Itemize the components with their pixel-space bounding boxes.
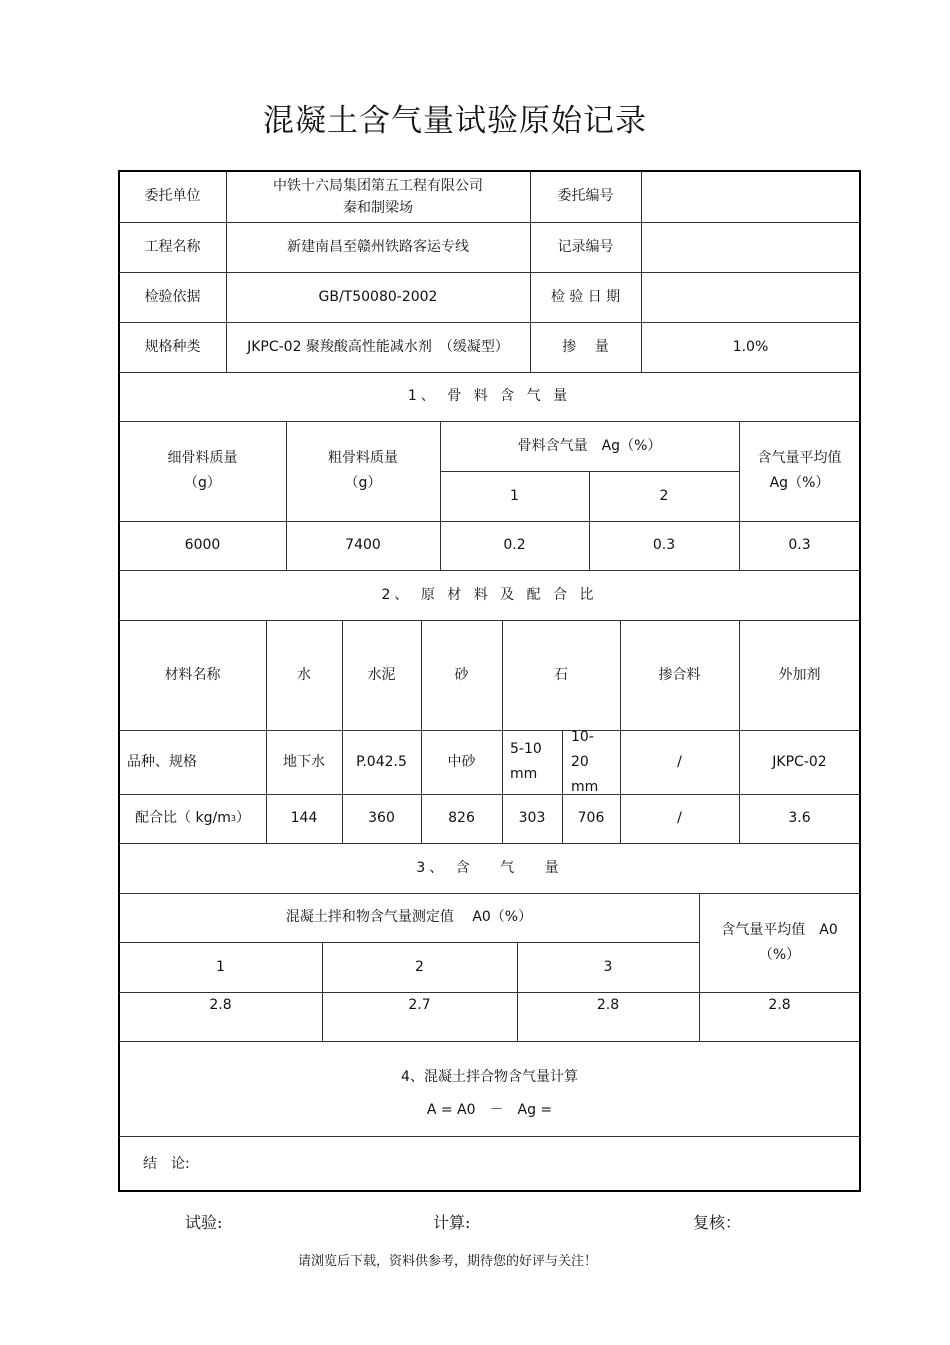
fine-unit: （g） [184, 475, 221, 491]
stone-small-ratio: 303 [518, 810, 546, 826]
a0-col1: 1 [216, 958, 225, 975]
stone-large-ratio: 706 [577, 810, 605, 826]
variety-label: 品种、规格 [127, 753, 197, 770]
record-no-label: 记录编号 [557, 238, 614, 255]
a0-avg-label: 含气量平均值 A0 [721, 921, 838, 938]
stone-large-variety: 10-20 mm [571, 728, 599, 795]
client-line1: 中铁十六局集团第五工程有限公司 [273, 177, 483, 194]
signature-test: 试验: [185, 1213, 223, 1232]
coarse-aggregate-header [286, 421, 440, 521]
ag-avg-header [739, 421, 860, 521]
basis-label: 检验依据 [144, 288, 201, 305]
client-value [226, 171, 530, 222]
a0-value-2: 2.7 [408, 996, 431, 1013]
row-divider [119, 1041, 860, 1042]
admixture-ratio: / [677, 810, 682, 826]
water-ratio: 144 [290, 810, 318, 826]
ratio-label [119, 794, 266, 843]
coarse-value: 7400 [345, 537, 381, 553]
entrust-no-value [641, 171, 860, 222]
ratio-label-text: 配合比（ kg/m [135, 810, 231, 826]
stone-small-variety: 5-10 mm [510, 741, 542, 782]
section3-title: 3、 含 气 量 [416, 859, 563, 876]
section4-title: 4、混凝土拌合物含气量计算 [401, 1068, 578, 1085]
fine-aggregate-header [119, 421, 286, 521]
ag-avg-unit: Ag（%） [769, 475, 830, 491]
additive-ratio: 3.6 [788, 810, 811, 826]
client-label: 委托单位 [144, 188, 201, 204]
a0-col2: 2 [415, 958, 424, 975]
cement-header: 水泥 [367, 666, 396, 683]
sand-variety: 中砂 [447, 753, 476, 770]
ag2-value: 0.3 [652, 537, 676, 553]
formula: A = A0 － Ag = [426, 1101, 553, 1118]
date-label: 检 验 日 期 [550, 288, 621, 305]
a0-value-1: 2.8 [209, 996, 232, 1013]
ratio-label-close: ） [235, 810, 250, 826]
client-line2: 秦和制梁场 [343, 199, 413, 216]
project-value: 新建南昌至赣州铁路客运专线 [287, 238, 469, 255]
signature-review: 复核： [693, 1213, 742, 1232]
a0-avg-value: 2.8 [768, 996, 791, 1013]
ag-col1: 1 [510, 487, 519, 504]
signature-calc: 计算: [433, 1213, 471, 1232]
coarse-unit: （g） [344, 475, 382, 491]
project-label: 工程名称 [144, 238, 201, 255]
dosage-value: 1.0% [732, 338, 769, 355]
coarse-label: 粗骨料质量 [328, 450, 398, 466]
conclusion-label: 结 论: [143, 1155, 190, 1172]
footer-note: 请浏览后下载，资料供参考，期待您的好评与关注！ [297, 1254, 597, 1269]
entrust-no-label: 委托编号 [557, 188, 614, 204]
ratio-label-sup: 3 [230, 814, 236, 823]
cement-variety: P.042.5 [356, 753, 407, 770]
fine-value: 6000 [184, 537, 221, 553]
section1-title: 1、 骨 料 含 气 量 [407, 388, 572, 404]
material-header: 材料名称 [164, 666, 221, 683]
dosage-label: 掺 量 [562, 338, 609, 355]
spec-value: JKPC-02 聚羧酸高性能减水剂 （缓凝型） [247, 338, 509, 355]
cement-ratio: 360 [368, 810, 395, 826]
admixture-variety: / [677, 753, 682, 770]
a0-avg-header [699, 893, 860, 992]
stone-header: 石 [554, 666, 568, 683]
sand-header: 砂 [454, 666, 469, 683]
fine-label: 细骨料质量 [167, 450, 238, 466]
additive-variety: JKPC-02 [772, 753, 827, 770]
basis-value: GB/T50080-2002 [318, 288, 438, 305]
ag1-value: 0.2 [503, 537, 526, 553]
a0-value-3: 2.8 [596, 996, 620, 1013]
ag-header: 骨料含气量 Ag（%） [517, 437, 662, 454]
document-title: 混凝土含气量试验原始记录 [263, 103, 647, 139]
ag-col2: 2 [659, 487, 669, 504]
section2-title: 2、 原 材 料 及 配 合 比 [381, 586, 598, 603]
a0-col3: 3 [603, 958, 613, 975]
ag-avg-label: 含气量平均值 [757, 450, 842, 466]
a0-avg-unit: （%） [758, 946, 801, 963]
ag-avg-value: 0.3 [788, 537, 811, 553]
water-variety: 地下水 [283, 753, 325, 770]
sand-ratio: 826 [448, 810, 475, 826]
a0-header: 混凝土拌和物含气量测定值 A0（%） [285, 909, 533, 925]
spec-label: 规格种类 [144, 338, 201, 355]
water-header: 水 [297, 666, 311, 683]
additive-header: 外加剂 [778, 666, 821, 683]
admixture-header: 掺合料 [658, 666, 701, 683]
